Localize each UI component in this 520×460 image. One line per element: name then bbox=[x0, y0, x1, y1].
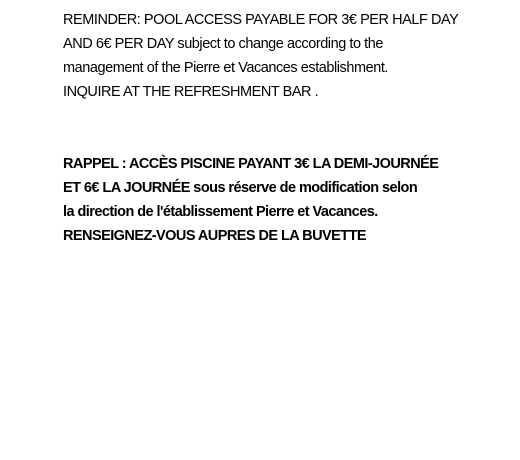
notice-french-line: RAPPEL : ACCÈS PISCINE PAYANT 3€ LA DEMI-JOURNÉE bbox=[63, 156, 439, 172]
notice-english-line: INQUIRE AT THE REFRESHMENT BAR . bbox=[63, 84, 319, 100]
notice-french-line: RENSEIGNEZ-VOUS AUPRES DE LA BUVETTE bbox=[63, 228, 366, 244]
notice-french-line: ET 6€ LA JOURNÉE sous réserve de modification selon bbox=[63, 180, 418, 196]
notice-english bbox=[63, 8, 508, 104]
notice-english-line: REMINDER: POOL ACCESS PAYABLE FOR 3€ PER HALF DAY bbox=[63, 12, 459, 28]
notice-english-line: AND 6€ PER DAY subject to change according to the bbox=[63, 36, 383, 52]
notice-english-line: management of the Pierre et Vacances establishment. bbox=[63, 60, 388, 76]
notice-french bbox=[63, 152, 508, 248]
notice-french-line: la direction de l'établissement Pierre et Vacances. bbox=[63, 204, 378, 220]
